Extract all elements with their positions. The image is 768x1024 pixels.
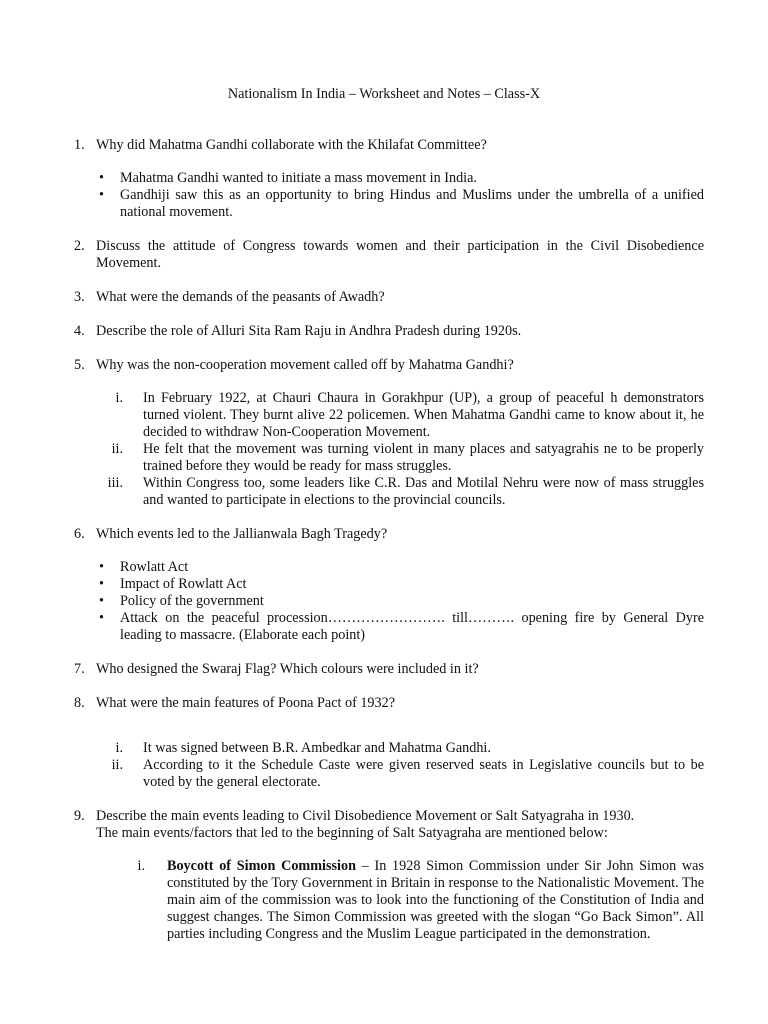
question-number: 5. bbox=[74, 357, 85, 373]
question-5 bbox=[74, 357, 704, 374]
list-item: ii. According to it the Schedule Caste were given reserved seats in Legislative councils but to be voted by the general electorate. bbox=[143, 757, 704, 791]
question-text: Describe the main events leading to Civil Disobedience Movement or Salt Satyagraha in 1930. bbox=[96, 808, 635, 824]
question-text: Why did Mahatma Gandhi collaborate with the Khilafat Committee? bbox=[96, 137, 487, 153]
bullet-item: • Rowlatt Act bbox=[99, 559, 189, 575]
question-text: Which events led to the Jallianwala Bagh Tragedy? bbox=[96, 526, 388, 542]
item-number: i. bbox=[115, 740, 123, 756]
list-item: i. In February 1922, at Chauri Chaura in Gorakhpur (UP), a group of peaceful h demonstrators turned violent. They burnt alive 22 policemen. When Mahatma Gandhi came to know about it, he decided to withdraw Non-Cooperation Movement. bbox=[143, 390, 704, 441]
question-9 bbox=[74, 808, 704, 825]
question-2 bbox=[74, 238, 704, 272]
question-number: 9. bbox=[74, 808, 85, 824]
item-number: iii. bbox=[107, 475, 123, 491]
question-9-answers bbox=[139, 858, 704, 943]
question-number: 3. bbox=[74, 289, 85, 305]
question-text: Describe the role of Alluri Sita Ram Raju in Andhra Pradesh during 1920s. bbox=[96, 323, 522, 339]
question-number: 7. bbox=[74, 661, 85, 677]
bullet-icon: • bbox=[99, 559, 104, 575]
item-number: ii. bbox=[111, 757, 123, 773]
item-number: i. bbox=[137, 858, 145, 874]
question-8 bbox=[74, 695, 704, 712]
list-item: iii. Within Congress too, some leaders like C.R. Das and Motilal Nehru were now of mass struggles and wanted to participate in elections to the provincial councils. bbox=[143, 475, 704, 509]
item-heading: Boycott of Simon Commission bbox=[167, 858, 356, 874]
question-1-answers bbox=[96, 170, 704, 221]
question-6 bbox=[74, 526, 704, 543]
bullet-item: • Mahatma Gandhi wanted to initiate a mass movement in India. bbox=[99, 170, 477, 186]
list-item: ii. He felt that the movement was turning violent in many places and satyagrahis ne to be properly trained before they would be ready for mass struggles. bbox=[143, 441, 704, 475]
question-5-answers bbox=[107, 390, 704, 509]
bullet-item: • Impact of Rowlatt Act bbox=[99, 576, 247, 592]
question-3 bbox=[74, 289, 704, 306]
question-7 bbox=[74, 661, 704, 678]
question-text: What were the main features of Poona Pact of 1932? bbox=[96, 695, 396, 711]
bullet-icon: • bbox=[99, 576, 104, 592]
question-4 bbox=[74, 323, 704, 340]
question-1 bbox=[74, 137, 704, 154]
question-number: 6. bbox=[74, 526, 85, 542]
question-text: Who designed the Swaraj Flag? Which colours were included in it? bbox=[96, 661, 479, 677]
question-number: 4. bbox=[74, 323, 85, 339]
question-6-answers bbox=[96, 559, 704, 644]
bullet-item: • Policy of the government bbox=[99, 593, 264, 609]
page-title: Nationalism In India – Worksheet and Notes – Class-X bbox=[227, 86, 541, 102]
item-number: i. bbox=[115, 390, 123, 406]
bullet-item: • Attack on the peaceful procession……………………. till………. opening fire by General Dyre leading to massacre. (Elaborate each point) bbox=[99, 610, 704, 643]
question-text: Why was the non-cooperation movement called off by Mahatma Gandhi? bbox=[96, 357, 514, 373]
list-item: i. It was signed between B.R. Ambedkar and Mahatma Gandhi. bbox=[143, 740, 704, 757]
bullet-icon: • bbox=[99, 593, 104, 609]
question-8-answers bbox=[111, 740, 704, 791]
question-9-intro: The main events/factors that led to the beginning of Salt Satyagraha are mentioned below: bbox=[96, 825, 608, 841]
bullet-icon: • bbox=[99, 170, 104, 186]
bullet-icon: • bbox=[99, 610, 104, 626]
item-number: ii. bbox=[111, 441, 123, 457]
bullet-item: • Gandhiji saw this as an opportunity to bring Hindus and Muslims under the umbrella of a unified national movement. bbox=[99, 187, 704, 220]
question-number: 1. bbox=[74, 137, 85, 153]
question-number: 8. bbox=[74, 695, 85, 711]
list-item: i. Boycott of Simon Commission – In 1928 Simon Commission under Sir John Simon was constituted by the Tory Government in Britain in response to the Nationalistic Movement. The main aim of the commission was to look into the functioning of the Constitution of India and suggest changes. The Simon Commission was greeted with the slogan “Go Back Simon”. All parties including Congress and the Muslim League participated in the demonstration. bbox=[139, 858, 704, 943]
question-number: 2. bbox=[74, 238, 85, 254]
question-text: Discuss the attitude of Congress towards women and their participation in the Civil Disobedience Movement. bbox=[96, 238, 704, 271]
question-text: What were the demands of the peasants of Awadh? bbox=[96, 289, 385, 305]
bullet-icon: • bbox=[99, 187, 104, 203]
